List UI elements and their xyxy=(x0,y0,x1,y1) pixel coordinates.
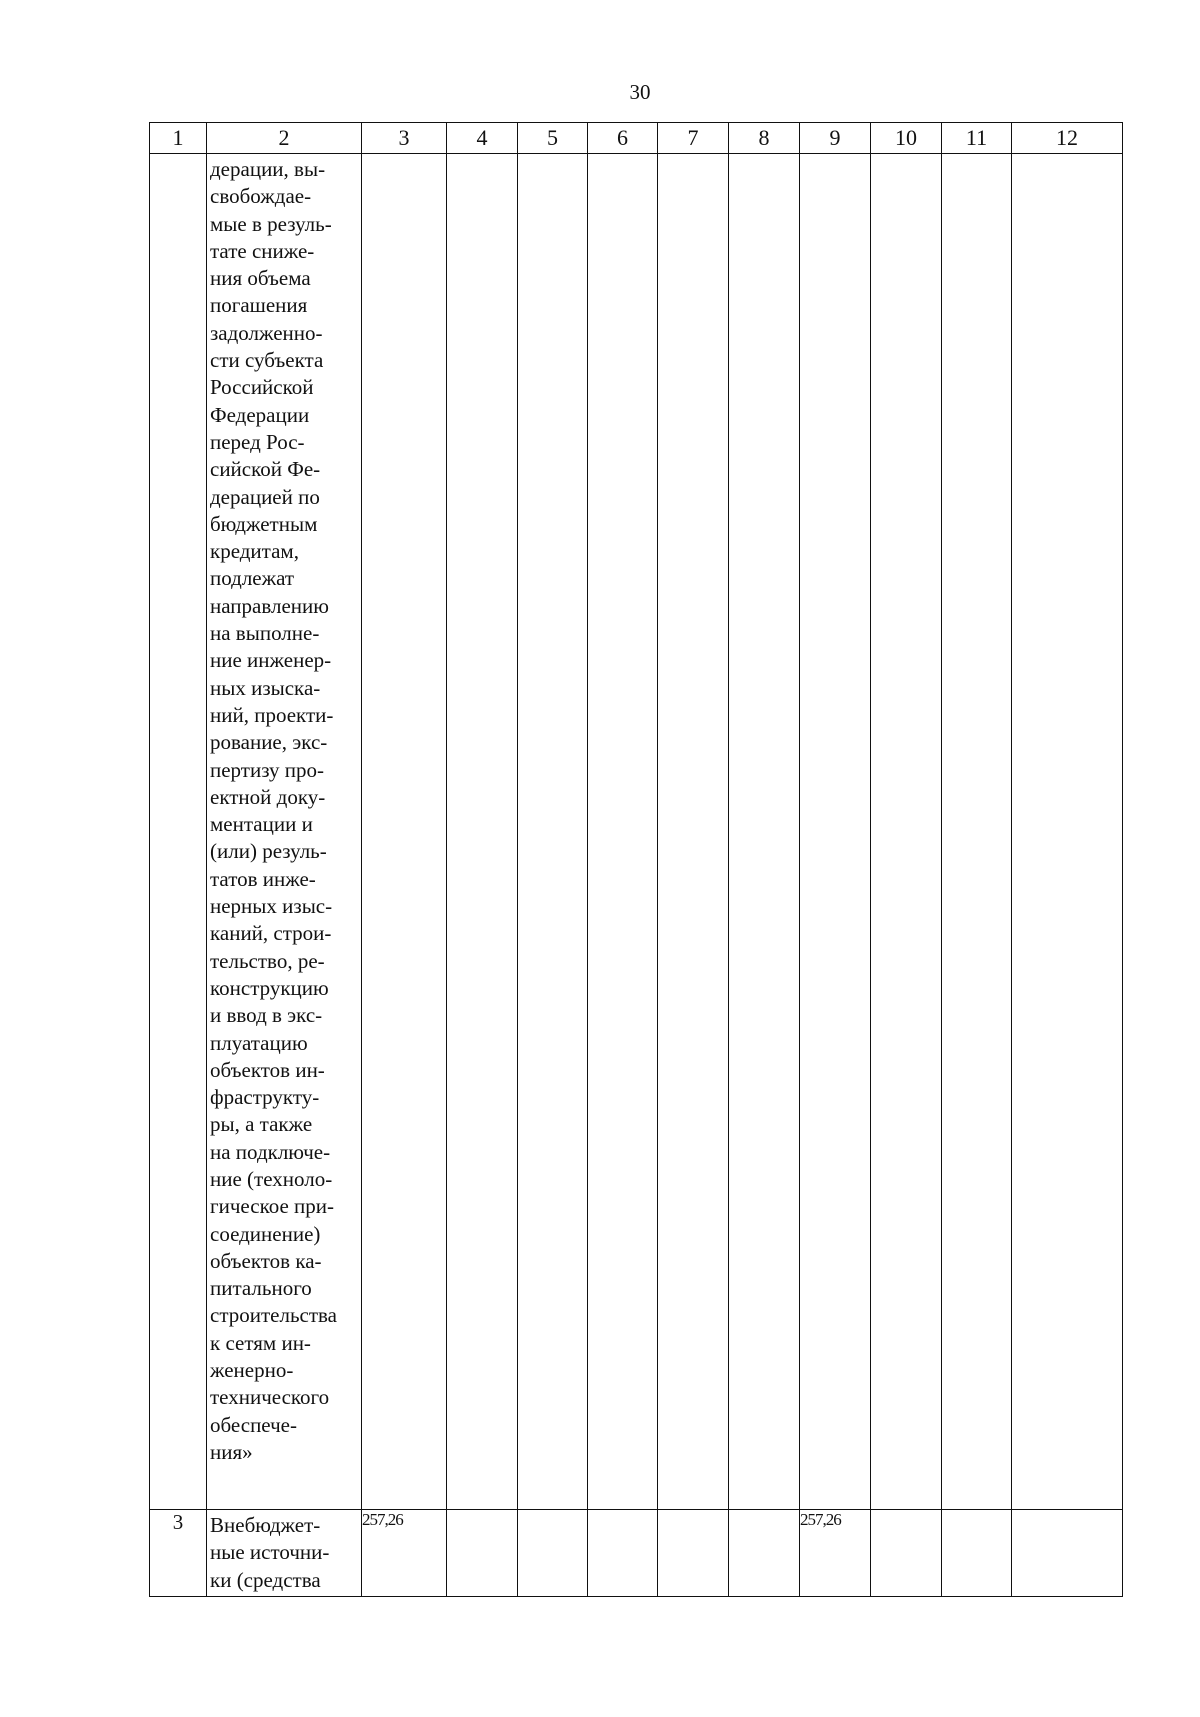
column-header-row xyxy=(150,123,1123,154)
row-number xyxy=(150,154,207,1510)
table-cell xyxy=(942,154,1012,1510)
description-text: дерации, вы- свобождае- мые в резуль- тате сниже- ния объема погашения задолженно- сти субъекта Российской Федерации перед Рос- сийской Фе- дерацией по бюджетным кредитам, подлежат направлению на выполне- ние инженер- ных изыска- ний, проекти- рование, экс- пертизу про- ектной доку- ментации и (или) резуль- татов инже- нерных изыс- каний, строи- тельство, ре- конструкцию и ввод в экс- плуатацию объектов ин- фраструкту- ры, а также на подключе- ние (техноло- гическое при- соединение) объектов ка- питального строительства к сетям ин- женерно- технического обеспече- ния» xyxy=(210,157,338,1464)
table-cell xyxy=(1012,154,1123,1510)
table-cell xyxy=(362,154,447,1510)
table-cell xyxy=(1012,1510,1123,1597)
column-header: 6 xyxy=(588,123,658,154)
data-table xyxy=(149,122,1123,1597)
table-cell xyxy=(871,154,942,1510)
table-cell xyxy=(447,154,518,1510)
table-cell xyxy=(588,154,658,1510)
table-row xyxy=(150,1510,1123,1597)
column-header: 8 xyxy=(729,123,800,154)
description-text: Внебюджет- ные источни- ки (средства xyxy=(210,1513,330,1592)
table-cell xyxy=(729,154,800,1510)
table-cell xyxy=(800,154,871,1510)
row-description xyxy=(207,154,362,1510)
column-header: 1 xyxy=(150,123,207,154)
table-cell xyxy=(942,1510,1012,1597)
column-header: 5 xyxy=(518,123,588,154)
table-cell: 257,26 xyxy=(800,1510,871,1597)
table-cell xyxy=(518,1510,588,1597)
column-header: 12 xyxy=(1012,123,1123,154)
column-header: 10 xyxy=(871,123,942,154)
table-cell xyxy=(871,1510,942,1597)
column-header: 4 xyxy=(447,123,518,154)
table-cell xyxy=(588,1510,658,1597)
column-header: 9 xyxy=(800,123,871,154)
column-header: 3 xyxy=(362,123,447,154)
column-header: 7 xyxy=(658,123,729,154)
table-cell xyxy=(729,1510,800,1597)
table-cell xyxy=(518,154,588,1510)
table-cell: 257,26 xyxy=(362,1510,447,1597)
table-row xyxy=(150,154,1123,1510)
column-header: 2 xyxy=(207,123,362,154)
table-cell xyxy=(658,154,729,1510)
row-description xyxy=(207,1510,362,1597)
table-cell xyxy=(658,1510,729,1597)
page-number: 30 xyxy=(629,80,651,104)
table-cell xyxy=(447,1510,518,1597)
column-header: 11 xyxy=(942,123,1012,154)
row-number: 3 xyxy=(150,1510,207,1597)
